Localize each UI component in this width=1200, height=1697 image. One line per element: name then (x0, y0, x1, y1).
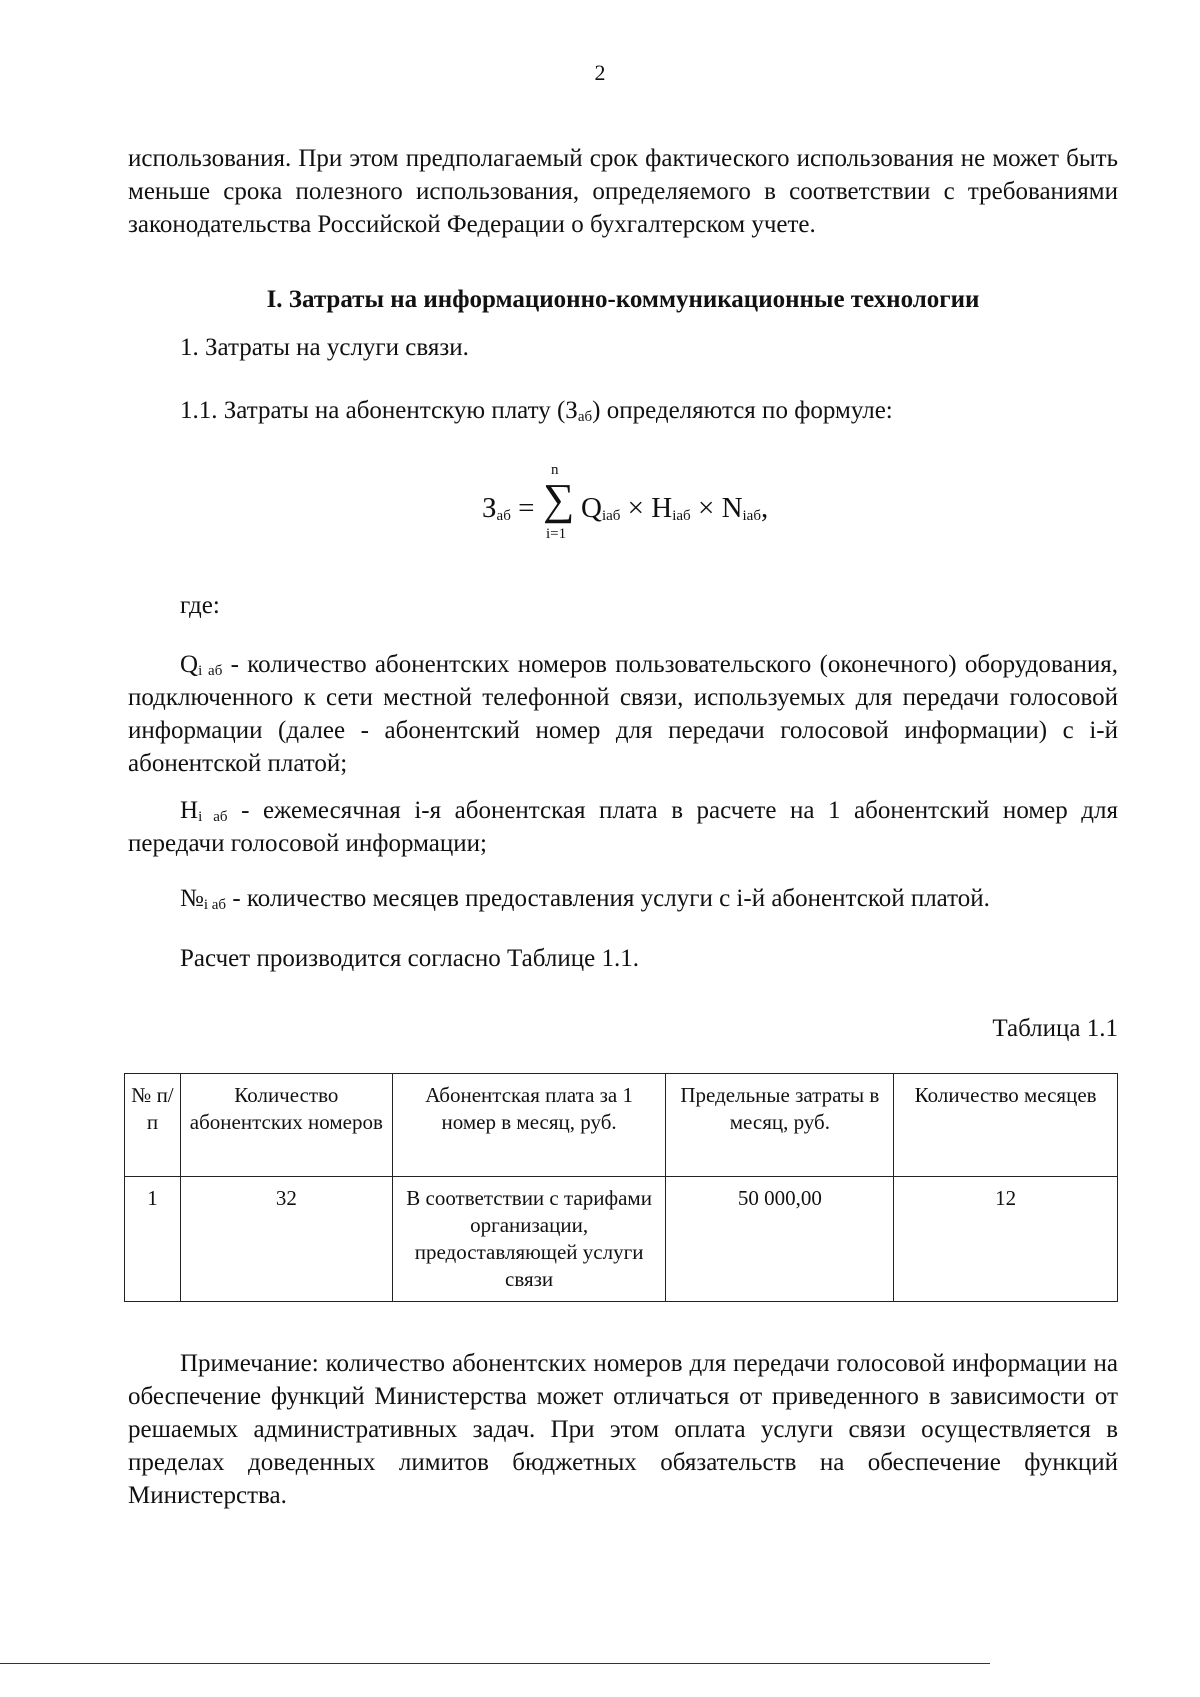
table-row (125, 1177, 1118, 1302)
note-paragraph: Примечание: количество абонентских номеров для передачи голосовой информации на обеспечение функций Министерства может отличаться от приведенного в зависимости от решаемых административных задач. При этом оплата услуги связи осуществляется в пределах доведенных лимитов бюджетных обязательств на обеспечение функций Министерства. (128, 1350, 1119, 1509)
cell-max-cost: 50 000,00 (666, 1177, 894, 1302)
formula-lower-limit: i=1 (546, 526, 567, 542)
table-header-row (125, 1074, 1118, 1177)
definition-q: $Q_{i аб}$ - количество абонентских номеров пользовательского (оконечного) оборудования, подключенного к сети местной телефонной связи, используемых для передачи голосовой информации (далее - абонентский номер для передачи голосовой информации) с i-й абонентской платой; (128, 651, 1119, 777)
formula (468, 462, 828, 550)
formula-rhs: $Q_{iаб} \times H_{iаб} \times N_{iаб}$, (581, 492, 769, 524)
header-months: Количество месяцев (894, 1074, 1118, 1177)
sum-sigma-icon: ∑ (543, 475, 575, 524)
item-1-services: 1. Затраты на услуги связи. (180, 334, 469, 361)
cell-number: 1 (125, 1177, 181, 1302)
header-subscriber-count: Количество абонентских номеров (180, 1074, 392, 1177)
definition-n: $№_{i аб}$ - количество месяцев предоставления услуги с i-й абонентской платой. (180, 885, 990, 913)
footer-rule (0, 1663, 990, 1664)
intro-line: с требованиями законодательства Российской Федерации о бухгалтерском учете. (128, 178, 1118, 238)
header-max-cost: Предельные затраты в месяц, руб. (666, 1074, 894, 1177)
where-label: где: (180, 592, 220, 619)
cell-subscriber-count: 32 (180, 1177, 392, 1302)
calculation-note: Расчет производится согласно Таблице 1.1. (180, 945, 639, 972)
section-heading: I. Затраты на информационно-коммуникационные технологии (266, 286, 980, 313)
header-monthly-fee: Абонентская плата за 1 номер в месяц, руб. (392, 1074, 666, 1177)
cell-monthly-fee: В соответствии с тарифами организации, предоставляющей услуги связи (392, 1177, 666, 1302)
table-1-1 (124, 1073, 1118, 1302)
intro-line: может быть меньше срока полезного использования, определяемого в соответствии (128, 145, 1118, 205)
table-caption: Таблица 1.1 (992, 1015, 1118, 1042)
intro-paragraph (128, 142, 1118, 241)
page-number: 2 (594, 60, 606, 85)
definition-h: $H_{i аб}$ - ежемесячная i-я абонентская плата в расчете на 1 абонентский номер для передачи голосовой информации; (128, 797, 1118, 857)
formula-lhs: $З_{аб}$ = (482, 492, 535, 524)
cell-months: 12 (894, 1177, 1118, 1302)
header-number: № п/п (125, 1074, 181, 1177)
item-1-1-subscription: 1.1. Затраты на абонентскую плату $(З_{аб})$ определяются по формуле: (180, 397, 893, 425)
formula-upper-limit: n (551, 462, 559, 478)
intro-line: использования. При этом предполагаемый срок фактического использования не (128, 145, 986, 172)
